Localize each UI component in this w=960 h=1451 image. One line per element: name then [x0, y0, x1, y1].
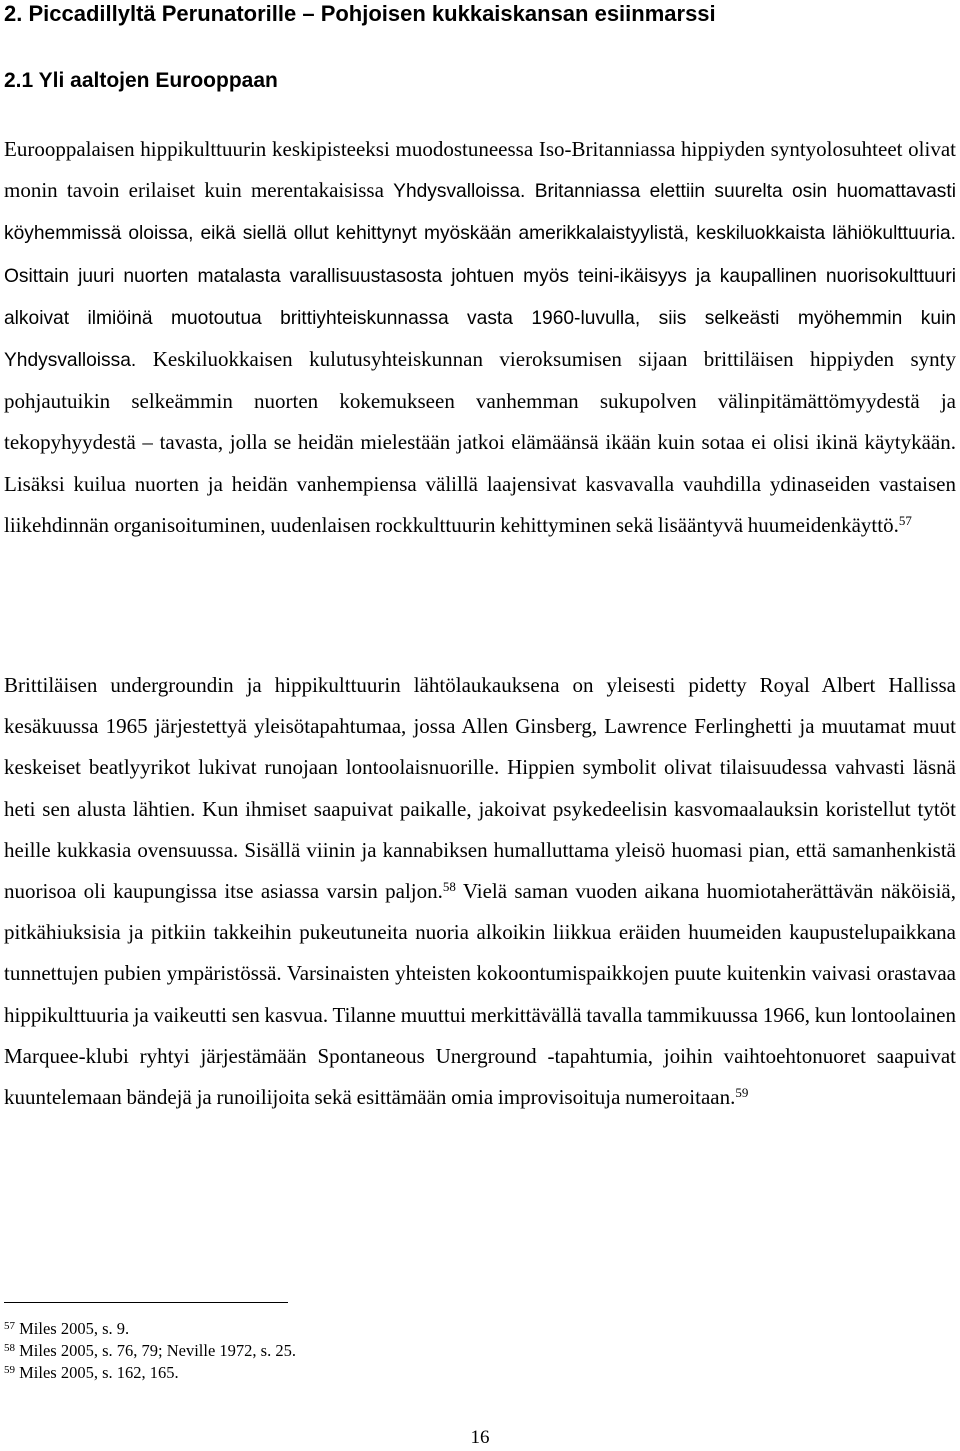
footnotes-list [4, 1318, 296, 1384]
footnote-item [4, 1318, 296, 1340]
footnote-text: Miles 2005, s. 9. [15, 1319, 130, 1338]
footnote-divider [4, 1302, 288, 1303]
paragraph-1-text-c: Keskiluokkaisen kulutusyhteiskunnan vieroksumisen sijaan brittiläisen hippiyden synty pohjautuikin selkeämmin nuorten kokemukseen vanhemman sukupolven välinpitämättömyydestä ja tekopyhyydestä – tavasta, jolla se heidän mielestään jatkoi elämäänsä ikään kuin sotaa ei olisi ikinä käytykään. Lisäksi kuilua nuorten ja heidän vanhempiensa välillä laajensivat kasvavalla vauhdilla ydinaseiden vastaisen liikehdinnän organisoituminen, uudenlaisen rockkulttuurin kehittyminen sekä lisääntyvä huumeidenkäyttö. [4, 347, 956, 537]
footnote-text: Miles 2005, s. 162, 165. [15, 1363, 179, 1382]
footnote-item [4, 1340, 296, 1362]
page-number: 16 [470, 1427, 490, 1448]
body-paragraph-2 [4, 665, 956, 1118]
footnote-ref-57: 57 [898, 512, 912, 528]
chapter-title: 2. Piccadillyltä Perunatorille – Pohjoisen kukkaiskansan esiinmarssi [4, 1, 716, 26]
paragraph-2-text-b: Vielä saman vuoden aikana huomiotaherättävän näköisiä, pitkähiuksisia ja pitkiin takkeihin pukeutuneita nuoria alkoikin liikkua eräiden huumeiden kaupustelupaikkana tunnettujen pubien ympäristössä. Varsinaisten yhteisten kokoontumispaikkojen puute kuitenkin vaivasi orastavaa hippikulttuuria ja vaikeutti sen kasvua. Tilanne muuttui merkittävällä tavalla tammikuussa 1966, kun lontoolainen Marquee-klubi ryhtyi järjestämään Spontaneous Unerground -tapahtumia, joihin vaihtoehtonuoret saapuivat kuuntelemaan bändejä ja runoilijoita sekä esittämään omia improvisoituja numeroitaan. [4, 879, 956, 1110]
paragraph-1-text-a: Eurooppalaisen hippikulttuurin keskipisteeksi muodostuneessa Iso-Britanniassa hippiyden syntyolosuhteet olivat monin tavoin erilaiset kuin merentakaisissa [4, 137, 956, 203]
footnote-text: Miles 2005, s. 76, 79; Neville 1972, s. 25. [15, 1341, 296, 1360]
footnote-item [4, 1362, 296, 1384]
footnote-ref-59: 59 [735, 1085, 749, 1101]
footnote-number: 59 [4, 1364, 15, 1376]
footnote-ref-58: 58 [442, 879, 456, 895]
footnote-number: 58 [4, 1342, 15, 1354]
paragraph-2-text-a: Brittiläisen undergroundin ja hippikulttuurin lähtölaukauksena on yleisesti pidetty Royal Albert Hallissa kesäkuussa 1965 järjestettyä yleisötapahtumaa, jossa Allen Ginsberg, Lawrence Ferlinghetti ja muutamat muut keskeiset beatlyyrikot lukivat runojaan lontoolaisnuorille. Hippien symbolit olivat tilaisuudessa vahvasti läsnä heti sen alusta lähtien. Kun ihmiset saapuivat paikalle, jakoivat psykedeelisin kasvomaalauksin koristellut tytöt heille kukkasia ovensuussa. Sisällä viinin ja kannabiksen humalluttama yleisö huomasi pian, että samanhenkistä nuorisoa oli kaupungissa itse asiassa varsin paljon. [4, 673, 956, 904]
section-title: 2.1 Yli aaltojen Eurooppaan [4, 69, 278, 92]
body-paragraph-1 [4, 129, 956, 546]
paragraph-1-text-b: Yhdysvalloissa. Britanniassa elettiin suurelta osin huomattavasti köyhemmissä oloissa, eikä siellä ollut kehittynyt myöskään amerikkalaistyylistä, keskiluokkaista lähiökulttuuria. Osittain juuri nuorten matalasta varallisuustasosta johtuen myös teini-ikäisyys ja kaupallinen nuorisokulttuuri alkoivat ilmiöinä muotoutua brittiyhteiskunnassa vasta 1960-luvulla, siis selkeästi myöhemmin kuin Yhdysvalloissa. [4, 181, 956, 372]
footnote-number: 57 [4, 1320, 15, 1332]
